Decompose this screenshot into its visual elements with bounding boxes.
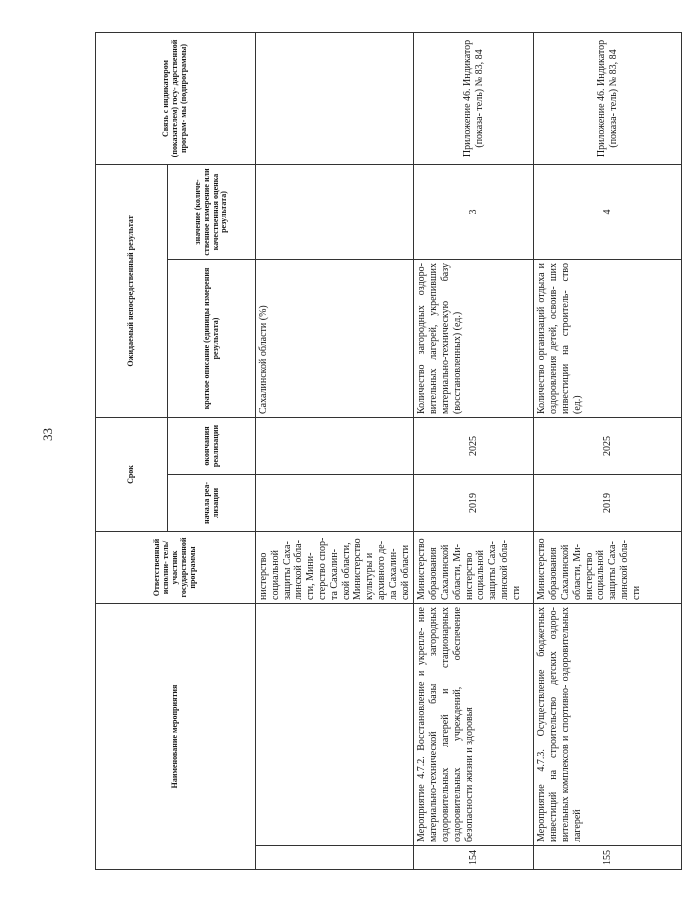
header-responsible: Ответственный исполни- тель/участник государственной программы: [96, 532, 256, 604]
row-name: [256, 604, 414, 846]
row-start: 2019: [534, 475, 682, 532]
table-row: [414, 33, 534, 870]
row-number: 155: [534, 846, 682, 870]
row-responsible: Министерство образования Сахалинской области, Ми- нистерство социальной защиты Саха- линской обла- сти: [414, 532, 534, 604]
row-link: Приложение 46. Индикатор (показа- тель) № 83, 84: [534, 33, 682, 165]
row-link: Приложение 46. Индикатор (показа- тель) № 83, 84: [414, 33, 534, 165]
row-link: [256, 33, 414, 165]
row-end: 2025: [534, 418, 682, 475]
row-number: [256, 846, 414, 870]
row-name: Мероприятие 4.7.2. Восстановление и укрепле- ние материально-технической базы загородных оздоровительных лагерей и стационарных оздоровительных учреждений, обеспечение безопасности жизни и здоровья: [414, 604, 534, 846]
header-term-start: начала реа- лизации: [168, 475, 256, 532]
row-number: 154: [414, 846, 534, 870]
row-value: 3: [414, 165, 534, 260]
row-responsible: нистерство социальной защиты Саха- линской обла- сти, Мини- стерство спор- та Сахалин- ской области, Министерство культуры и архивного де- ла Сахалин- ской области: [256, 532, 414, 604]
row-start: [256, 475, 414, 532]
table-row: [256, 33, 414, 870]
header-term-end: окончания реализации: [168, 418, 256, 475]
row-name: Мероприятие 4.7.3. Осуществление бюджетных инвестиций на строительство детских оздоро- вительных комплексов и спортивно- оздоровительных лагерей: [534, 604, 682, 846]
row-responsible: Министерство образования Сахалинской области, Ми- нистерство социальной защиты Саха- линской обла- сти: [534, 532, 682, 604]
row-start: 2019: [414, 475, 534, 532]
page-number: 33: [40, 428, 55, 441]
row-desc: Количество загородных оздоро- вительных лагерей, укрепивших материально-техническую базу (восстановленных) (ед.): [414, 260, 534, 418]
row-desc: Количество организаций отдыха и оздоровления детей, освоив- ших инвестиции на строитель- ство (ед.): [534, 260, 682, 418]
header-result-desc: краткое описание (единицы измерения результата): [168, 260, 256, 418]
header-name: Наименование мероприятия: [96, 604, 256, 870]
row-end: [256, 418, 414, 475]
row-value: [256, 165, 414, 260]
header-row-1: [96, 33, 168, 870]
table-row: [534, 33, 682, 870]
activities-table: [95, 32, 682, 870]
row-end: 2025: [414, 418, 534, 475]
header-result-value: значение (количе- ственное измерение или качественная оценка результата): [168, 165, 256, 260]
rotated-table-wrapper: [95, 33, 642, 870]
row-desc: Сахалинской области (%): [256, 260, 414, 418]
header-result: Ожидаемый непосредственный результат: [96, 165, 168, 418]
header-link: Связь с индикатором (показателем) госу- дарственной програм- мы (подпрограммы): [96, 33, 256, 165]
header-term: Срок: [96, 418, 168, 532]
row-value: 4: [534, 165, 682, 260]
